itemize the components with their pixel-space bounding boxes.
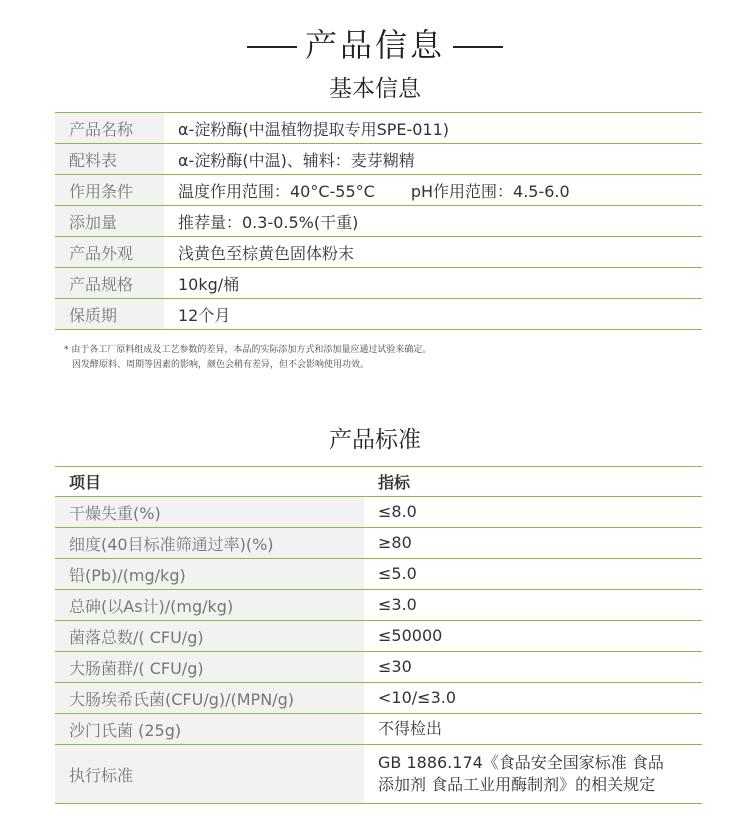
table-row [55,683,702,714]
table-row [55,144,702,175]
row-value: 推荐量：0.3-0.5%(干重) [164,206,702,237]
row-value: ≤30 [364,652,702,683]
table-row [55,237,702,268]
row-label: 添加量 [55,206,164,237]
row-label: 总砷(以As计)/(mg/kg) [55,590,364,621]
footnote-line: * 由于各工厂原料组成及工艺参数的差异，本品的实际添加方式和添加量应通过试验来确定。 [64,345,432,355]
footnote [64,343,431,373]
column-header-item: 项目 [55,467,364,497]
table-row [55,528,702,559]
table-row [55,590,702,621]
row-value: α-淀粉酶(中温)、辅料：麦芽糊精 [164,144,702,175]
title-dash-right [453,46,503,48]
page-title [0,20,750,66]
table-row [55,559,702,590]
row-label: 配料表 [55,144,164,175]
row-value-line: GB 1886.174《食品安全国家标准 食品 [378,753,664,772]
table-row [55,299,702,330]
standard-table [55,466,702,804]
table-row [55,497,702,528]
table-row [55,745,702,804]
row-label: 大肠埃希氏菌(CFU/g)/(MPN/g) [55,683,364,714]
table-header-row [55,467,702,497]
ph-range: pH作用范围：4.5-6.0 [410,181,570,201]
row-label: 细度(40目标准筛通过率)(%) [55,528,364,559]
row-label: 产品名称 [55,113,164,144]
row-label: 执行标准 [55,745,364,804]
row-value-cell [164,175,702,206]
row-value: 10kg/桶 [164,268,702,299]
row-label: 干燥失重(%) [55,497,364,528]
row-value-line: 添加剂 食品工业用酶制剂》的相关规定 [378,775,656,794]
row-value: <10/≤3.0 [364,683,702,714]
row-value: 不得检出 [364,714,702,745]
row-label: 沙门氏菌 (25g) [55,714,364,745]
row-value: 12个月 [164,299,702,330]
column-header-index: 指标 [364,467,702,497]
row-value: ≤50000 [364,621,702,652]
page-title-text: 产品信息 [304,26,445,64]
row-label: 保质期 [55,299,164,330]
table-row [55,652,702,683]
row-value: ≤5.0 [364,559,702,590]
row-value: ≥80 [364,528,702,559]
row-value: ≤3.0 [364,590,702,621]
basic-info-table [55,112,702,330]
table-row [55,268,702,299]
row-label: 产品规格 [55,268,164,299]
table-row [55,714,702,745]
row-value: α-淀粉酶(中温植物提取专用SPE-011) [164,113,702,144]
row-label: 作用条件 [55,175,164,206]
table-row [55,621,702,652]
row-label: 铅(Pb)/(mg/kg) [55,559,364,590]
title-dash-left [247,46,297,48]
row-label: 大肠菌群/( CFU/g) [55,652,364,683]
row-value: 浅黄色至棕黄色固体粉末 [164,237,702,268]
standard-heading: 产品标准 [329,427,421,453]
row-value: ≤8.0 [364,497,702,528]
row-label: 产品外观 [55,237,164,268]
basic-info-heading: 基本信息 [329,76,421,102]
footnote-line: 因发酵原料、周期等因素的影响，颜色会稍有差异，但不会影响使用功效。 [72,360,370,370]
row-value-cell [364,745,702,804]
table-row [55,113,702,144]
row-label: 菌落总数/( CFU/g) [55,621,364,652]
table-row [55,175,702,206]
table-row [55,206,702,237]
temperature-range: 温度作用范围：40°C-55°C [178,181,375,201]
